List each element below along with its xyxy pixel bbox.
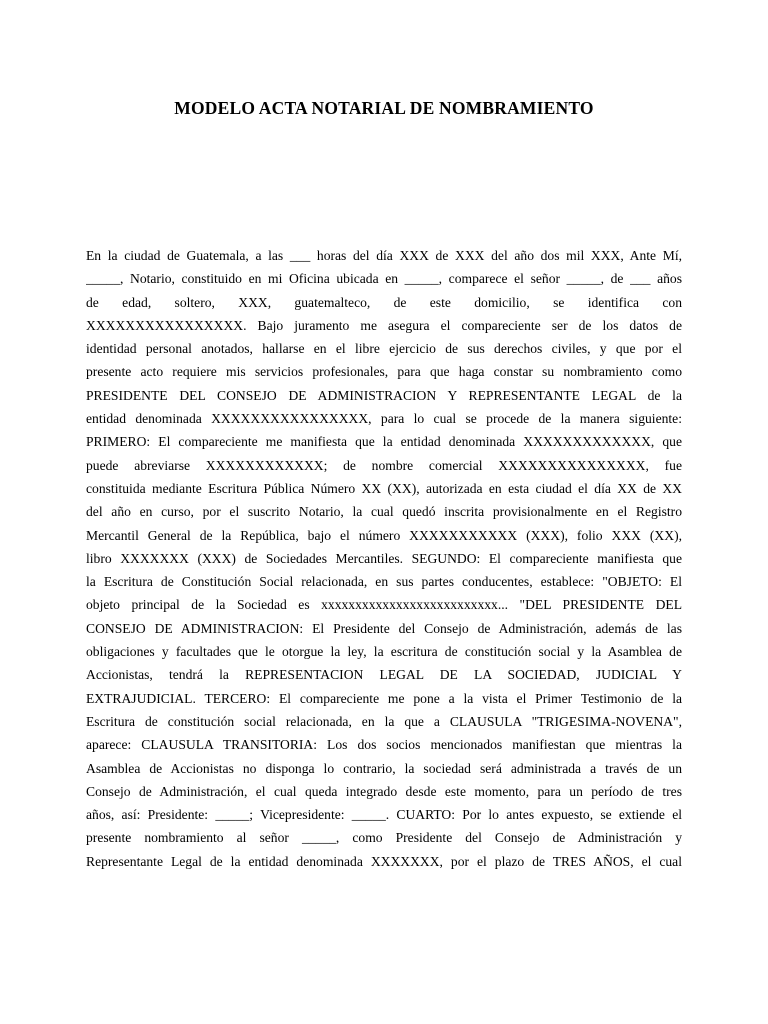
body-line: obligaciones y facultades que le otorgue la ley, la escritura de constitución social y la Asamblea de (86, 644, 682, 660)
body-line: puede abreviarse XXXXXXXXXXXX; de nombre comercial XXXXXXXXXXXXXXX, fue (86, 457, 682, 473)
body-line: PRESIDENTE DEL CONSEJO DE ADMINISTRACION Y REPRESENTANTE LEGAL de la (86, 387, 682, 403)
body-line: objeto principal de la Sociedad es xxxxxxxxxxxxxxxxxxxxxxxxxx... "DEL PRESIDENTE DEL (86, 597, 682, 613)
body-line: Asamblea de Accionistas no disponga lo contrario, la sociedad será administrada a través de un (86, 760, 682, 776)
body-line: Escritura de constitución social relacionada, en la que a CLAUSULA "TRIGESIMA-NOVENA", (86, 713, 682, 729)
body-line: constituida mediante Escritura Pública Número XX (XX), autorizada en esta ciudad el día XX de XX (86, 480, 682, 496)
body-line: Representante Legal de la entidad denominada XXXXXXX, por el plazo de TRES AÑOS, el cual (86, 853, 682, 869)
body-line: de edad, soltero, XXX, guatemalteco, de este domicilio, se identifica con (86, 294, 682, 310)
body-line: presente acto requiere mis servicios profesionales, para que haga constar su nombramiento como (86, 364, 682, 380)
body-line: Mercantil General de la República, bajo el número XXXXXXXXXXX (XXX), folio XXX (XX), (86, 527, 682, 543)
body-line: Consejo de Administración, el cual queda integrado desde este momento, para un período de tres (86, 783, 682, 799)
body-line: XXXXXXXXXXXXXXXX. Bajo juramento me asegura el compareciente ser de los datos de (86, 317, 682, 333)
body-line: años, así: Presidente: _____; Vicepresidente: _____. CUARTO: Por lo antes expuesto, se extiende el (86, 807, 682, 823)
body-line: presente nombramiento al señor _____, como Presidente del Consejo de Administración y (86, 830, 682, 846)
document-title: MODELO ACTA NOTARIAL DE NOMBRAMIENTO (174, 98, 594, 118)
body-line: EXTRAJUDICIAL. TERCERO: El compareciente me pone a la vista el Primer Testimonio de la (86, 690, 682, 706)
body-line: En la ciudad de Guatemala, a las ___ horas del día XXX de XXX del año dos mil XXX, Ante Mí, (86, 248, 682, 263)
body-line: CONSEJO DE ADMINISTRACION: El Presidente del Consejo de Administración, además de las (86, 620, 682, 636)
document-body (86, 244, 682, 873)
body-line: aparece: CLAUSULA TRANSITORIA: Los dos socios mencionados manifiestan que mientras la (86, 737, 682, 753)
body-line: Accionistas, tendrá la REPRESENTACION LEGAL DE LA SOCIEDAD, JUDICIAL Y (86, 667, 682, 683)
body-line: entidad denominada XXXXXXXXXXXXXXXX, para lo cual se procede de la manera siguiente: (86, 411, 682, 427)
body-line: libro XXXXXXX (XXX) de Sociedades Mercantiles. SEGUNDO: El compareciente manifiesta que (86, 550, 682, 566)
body-line: _____, Notario, constituido en mi Oficina ubicada en _____, comparece el señor _____, de ___ años (86, 271, 682, 287)
body-line: del año en curso, por el suscrito Notario, la cual quedó inscrita provisionalmente en el Registro (86, 504, 682, 520)
body-line: identidad personal anotados, hallarse en el libre ejercicio de sus derechos civiles, y que por el (86, 341, 682, 357)
body-line: la Escritura de Constitución Social relacionada, en sus partes conducentes, establece: "OBJETO: El (86, 574, 682, 590)
body-line: PRIMERO: El compareciente me manifiesta que la entidad denominada XXXXXXXXXXXXX, que (86, 434, 682, 450)
